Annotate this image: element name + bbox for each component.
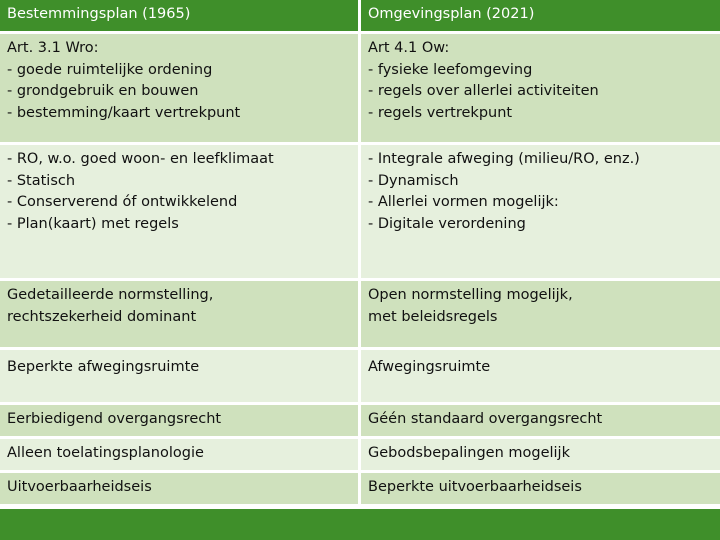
table-cell-left: Alleen toelatingsplanologie <box>0 439 358 470</box>
table-cell-left: Eerbiedigend overgangsrecht <box>0 405 358 436</box>
table-row <box>0 439 720 470</box>
table-cell-right: - Integrale afweging (milieu/RO, enz.) - Dynamisch - Allerlei vormen mogelijk: - Digitale verordening <box>361 145 720 278</box>
header-omgevingsplan: Omgevingsplan (2021) <box>361 0 720 31</box>
table-cell-right: Beperkte uitvoerbaarheidseis <box>361 473 720 504</box>
table-cell-right: Géén standaard overgangsrecht <box>361 405 720 436</box>
header-bestemmingsplan: Bestemmingsplan (1965) <box>0 0 358 31</box>
table-row <box>0 281 720 347</box>
table-cell-right: Afwegingsruimte <box>361 350 720 402</box>
table-row <box>0 145 720 278</box>
table-cell-right: Art 4.1 Ow: - fysieke leefomgeving - regels over allerlei activiteiten - regels vertrekpunt <box>361 34 720 142</box>
table-row <box>0 473 720 504</box>
table-cell-left: Gedetailleerde normstelling, rechtszekerheid dominant <box>0 281 358 347</box>
table-cell-right: Open normstelling mogelijk, met beleidsregels <box>361 281 720 347</box>
footer-bar <box>0 509 720 540</box>
table-row <box>0 350 720 402</box>
table-cell-left: Beperkte afwegingsruimte <box>0 350 358 402</box>
table-cell-right: Gebodsbepalingen mogelijk <box>361 439 720 470</box>
table-cell-left: Uitvoerbaarheidseis <box>0 473 358 504</box>
table-row <box>0 34 720 142</box>
table-cell-left: - RO, w.o. goed woon- en leefklimaat - Statisch - Conserverend óf ontwikkelend - Plan(kaart) met regels <box>0 145 358 278</box>
table-cell-left: Art. 3.1 Wro: - goede ruimtelijke ordening - grondgebruik en bouwen - bestemming/kaart vertrekpunt <box>0 34 358 142</box>
table-header-row <box>0 0 720 31</box>
table-row <box>0 405 720 436</box>
